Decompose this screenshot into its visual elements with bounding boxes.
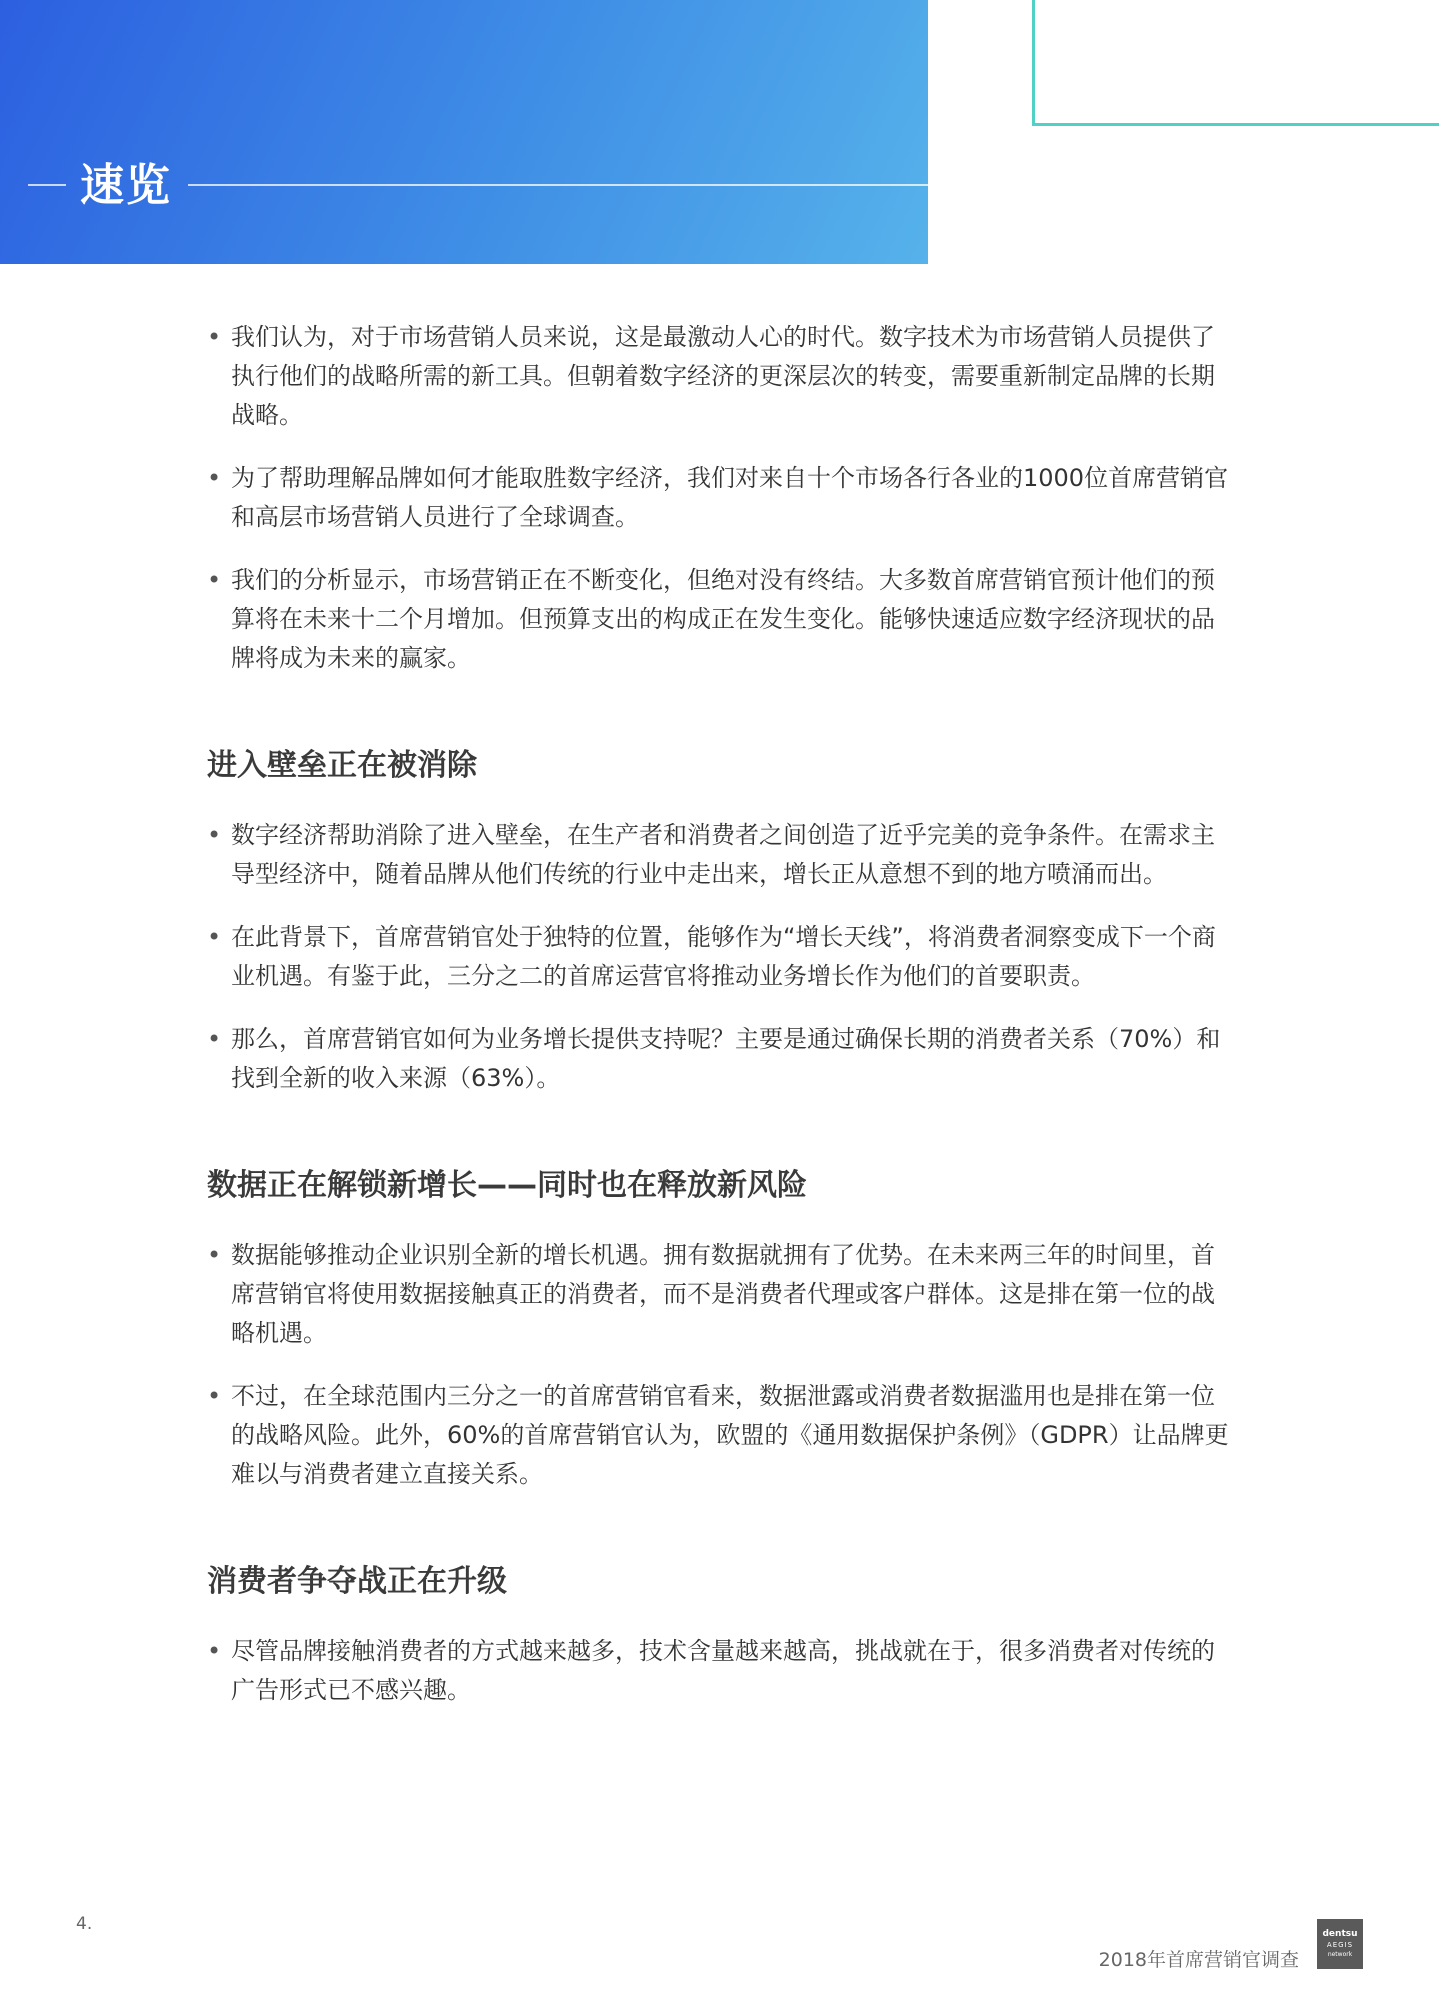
list-item: • 为了帮助理解品牌如何才能取胜数字经济，我们对来自十个市场各行各业的1000位首席营销官和高层市场营销人员进行了全球调查。: [207, 459, 1235, 537]
barriers-bullet-list: [207, 816, 1235, 1098]
page-number: 4.: [76, 1914, 93, 1934]
data-growth-bullet-list: [207, 1236, 1235, 1494]
logo-line-1: dentsu: [1322, 1929, 1358, 1939]
consumer-battle-bullet-list: [207, 1632, 1235, 1710]
list-item: • 那么，首席营销官如何为业务增长提供支持呢？主要是通过确保长期的消费者关系（70%）和找到全新的收入来源（63%）。: [207, 1020, 1235, 1098]
dentsu-aegis-logo: [1317, 1919, 1363, 1969]
logo-line-3: network: [1327, 1951, 1353, 1958]
section-heading: 进入壁垒正在被消除: [207, 748, 477, 783]
list-item: • 我们认为，对于市场营销人员来说，这是最激动人心的时代。数字技术为市场营销人员提供了执行他们的战略所需的新工具。但朝着数字经济的更深层次的转变，需要重新制定品牌的长期战略。: [207, 318, 1235, 435]
barriers-section: [207, 746, 1235, 1098]
corner-accent-frame: [1032, 0, 1439, 126]
section-heading: 消费者争夺战正在升级: [207, 1564, 507, 1599]
report-title: 2018年首席营销官调查: [1098, 1949, 1299, 1971]
data-growth-section: [207, 1166, 1235, 1494]
main-content: [207, 318, 1235, 1710]
list-item: • 数字经济帮助消除了进入壁垒，在生产者和消费者之间创造了近乎完美的竞争条件。在需求主导型经济中，随着品牌从他们传统的行业中走出来，增长正从意想不到的地方喷涌而出。: [207, 816, 1235, 894]
list-item: • 尽管品牌接触消费者的方式越来越多，技术含量越来越高，挑战就在于，很多消费者对传统的广告形式已不感兴趣。: [207, 1632, 1235, 1710]
page-title: 速览: [80, 160, 172, 211]
consumer-battle-section: [207, 1562, 1235, 1710]
logo-line-2: AEGIS: [1326, 1941, 1354, 1949]
intro-bullet-list: [207, 318, 1235, 678]
list-item: • 不过，在全球范围内三分之一的首席营销官看来，数据泄露或消费者数据滥用也是排在第一位的战略风险。此外，60%的首席营销官认为，欧盟的《通用数据保护条例》（GDPR）让品牌更难以与消费者建立直接关系。: [207, 1377, 1235, 1494]
section-heading: 数据正在解锁新增长——同时也在释放新风险: [207, 1168, 807, 1203]
intro-section: [207, 318, 1235, 678]
list-item: • 数据能够推动企业识别全新的增长机遇。拥有数据就拥有了优势。在未来两三年的时间里，首席营销官将使用数据接触真正的消费者，而不是消费者代理或客户群体。这是排在第一位的战略机遇。: [207, 1236, 1235, 1353]
header-banner: [0, 0, 928, 264]
list-item: • 在此背景下，首席营销官处于独特的位置，能够作为“增长天线”，将消费者洞察变成下一个商业机遇。有鉴于此，三分之二的首席运营官将推动业务增长作为他们的首要职责。: [207, 918, 1235, 996]
list-item: • 我们的分析显示，市场营销正在不断变化，但绝对没有终结。大多数首席营销官预计他们的预算将在未来十二个月增加。但预算支出的构成正在发生变化。能够快速适应数字经济现状的品牌将成为未来的赢家。: [207, 561, 1235, 678]
banner-rule-left: [28, 184, 66, 186]
banner-rule-right: [188, 184, 928, 186]
